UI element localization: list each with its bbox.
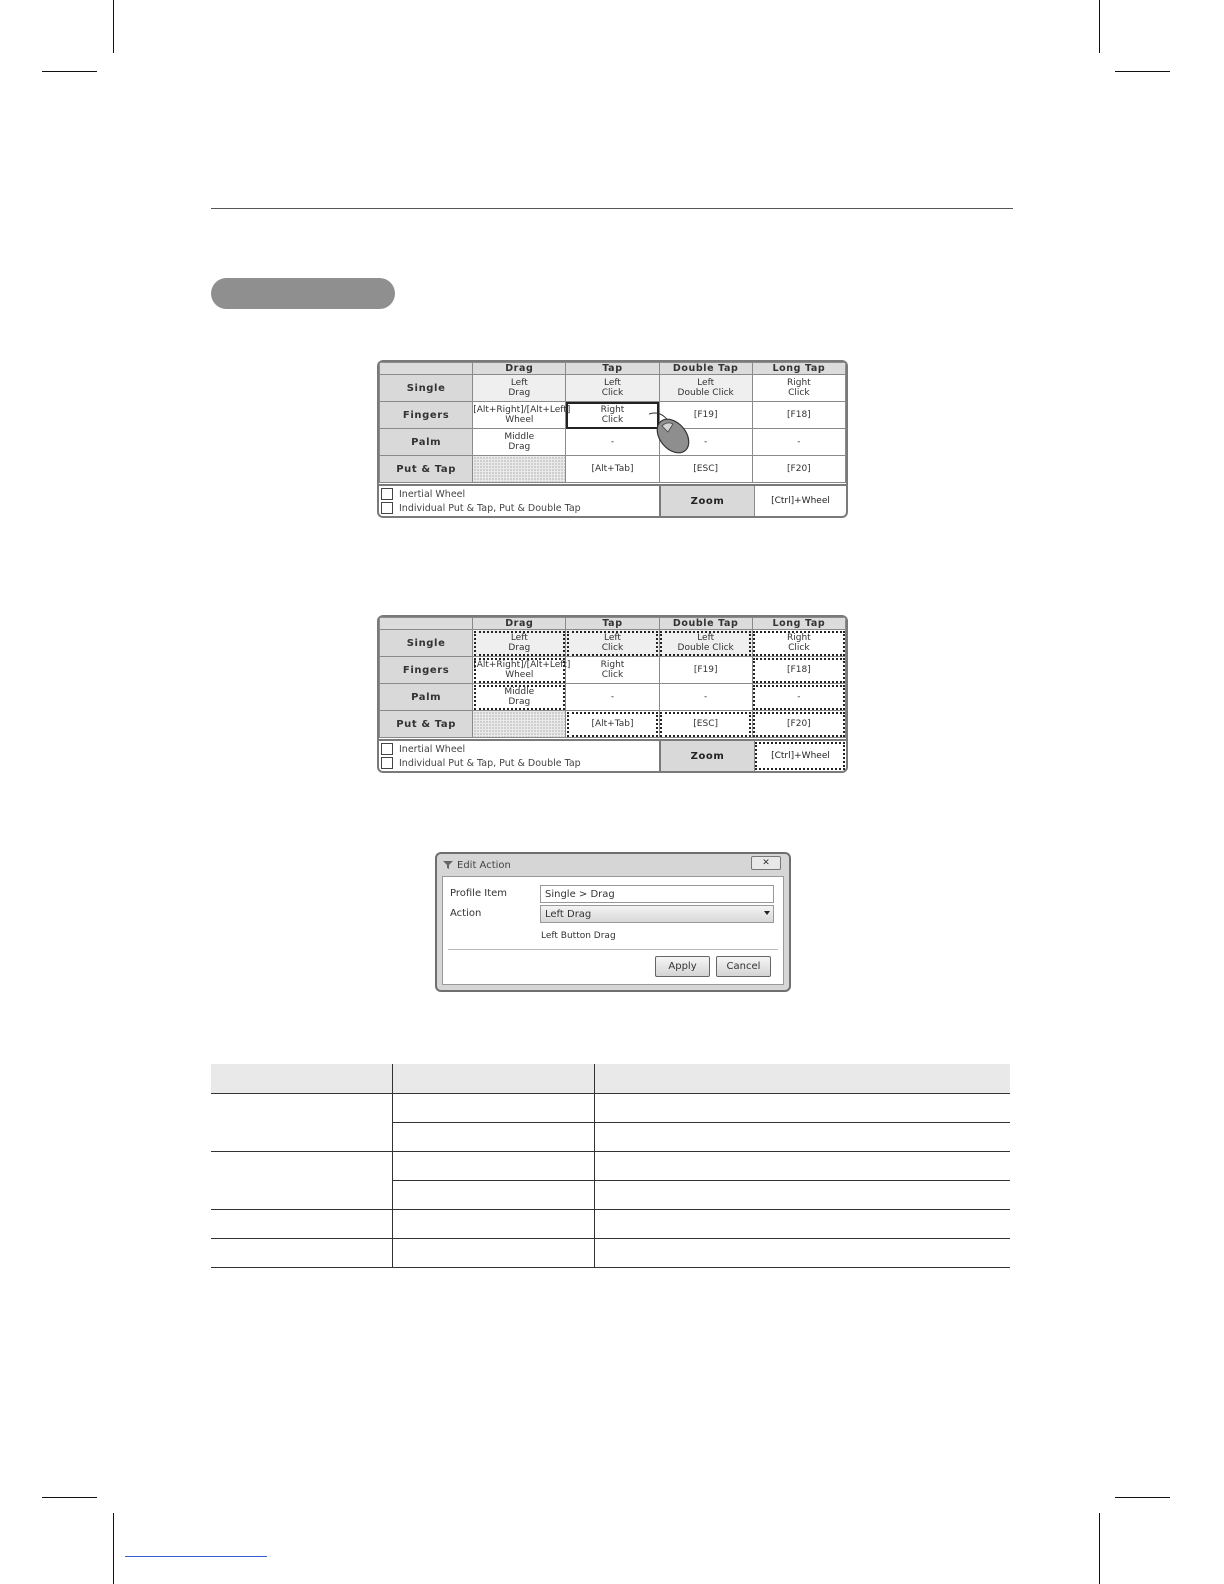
table-cell <box>393 1123 595 1152</box>
action-cell-editable[interactable]: Right Click <box>752 630 845 657</box>
crop-mark <box>1115 1497 1170 1498</box>
col-header: Drag <box>473 618 566 630</box>
table-row <box>211 1210 1010 1239</box>
col-header: Tap <box>566 363 659 375</box>
corner-cell <box>380 618 473 630</box>
inertial-wheel-option[interactable] <box>381 488 465 500</box>
disabled-cell <box>473 711 566 738</box>
action-cell[interactable]: Right Click <box>752 375 845 402</box>
action-cell[interactable]: Middle Drag <box>473 429 566 456</box>
disabled-cell <box>473 456 566 483</box>
col-header: Long Tap <box>752 618 845 630</box>
divider <box>448 949 778 950</box>
zoom-label: Zoom <box>659 486 754 516</box>
action-cell[interactable]: [ESC] <box>659 456 752 483</box>
action-cell[interactable]: - <box>566 429 659 456</box>
dialog-title: Edit Action <box>457 859 511 871</box>
col-header: Drag <box>473 363 566 375</box>
action-cell-editable[interactable]: Left Drag <box>473 630 566 657</box>
col-header: Double Tap <box>659 618 752 630</box>
table-row <box>211 1152 1010 1181</box>
individual-put-tap-option[interactable] <box>381 502 581 514</box>
action-cell[interactable]: [F19] <box>659 657 752 684</box>
corner-cell <box>380 363 473 375</box>
action-cell[interactable]: [Alt+Tab] <box>566 456 659 483</box>
mouse-icon <box>649 412 697 460</box>
table-cell <box>211 1152 393 1210</box>
table-cell <box>211 1210 393 1239</box>
col-header: Long Tap <box>752 363 845 375</box>
action-label: Action <box>450 908 482 919</box>
zoom-value[interactable]: [Ctrl]+Wheel <box>754 486 846 516</box>
row-header: Fingers <box>380 402 473 429</box>
crop-mark <box>113 1513 114 1584</box>
inertial-wheel-option[interactable] <box>381 743 465 755</box>
spec-table <box>211 1064 1010 1268</box>
option-label: Inertial Wheel <box>399 743 466 755</box>
action-cell-editable[interactable]: [Alt+Tab] <box>566 711 659 738</box>
action-cell-editable[interactable]: Middle Drag <box>473 684 566 711</box>
action-cell[interactable]: [F20] <box>752 456 845 483</box>
action-cell[interactable]: [F18] <box>752 402 845 429</box>
table-row <box>211 1239 1010 1268</box>
action-cell[interactable]: - <box>752 429 845 456</box>
action-cell-editable[interactable]: [F18] <box>752 657 845 684</box>
row-header: Single <box>380 375 473 402</box>
table-cell <box>211 1094 393 1152</box>
checkbox[interactable] <box>381 743 393 755</box>
table-cell <box>595 1094 1011 1123</box>
crop-mark <box>1099 1513 1100 1584</box>
row-header: Palm <box>380 429 473 456</box>
edit-action-dialog <box>435 852 791 992</box>
action-cell-editable[interactable]: [F20] <box>752 711 845 738</box>
cancel-button[interactable]: Cancel <box>716 956 771 977</box>
action-cell-editable[interactable]: [Alt+Right]/[Alt+Left] Wheel <box>473 657 566 684</box>
funnel-icon <box>443 860 453 870</box>
table-row <box>211 1094 1010 1123</box>
action-select[interactable] <box>540 905 774 923</box>
action-cell-editable[interactable]: [ESC] <box>659 711 752 738</box>
col-header: Double Tap <box>659 363 752 375</box>
options-bar <box>379 484 846 516</box>
action-cell[interactable]: Left Click <box>566 375 659 402</box>
crop-mark <box>1099 0 1100 53</box>
chevron-down-icon <box>764 911 770 915</box>
crop-mark <box>42 71 97 72</box>
table-cell <box>393 1239 595 1268</box>
action-cell[interactable]: Right Click <box>566 657 659 684</box>
table-cell <box>393 1152 595 1181</box>
action-description: Left Button Drag <box>541 931 616 941</box>
header-rule <box>211 208 1013 209</box>
row-header: Put & Tap <box>380 456 473 483</box>
crop-mark <box>113 0 114 53</box>
option-label: Individual Put & Tap, Put & Double Tap <box>399 502 581 514</box>
row-header: Put & Tap <box>380 711 473 738</box>
table-cell <box>595 1123 1011 1152</box>
table-header-row <box>211 1064 1010 1094</box>
profile-item-label: Profile Item <box>450 888 508 899</box>
table-cell <box>393 1210 595 1239</box>
crop-mark <box>1115 71 1170 72</box>
table-cell <box>393 1181 595 1210</box>
table-cell <box>393 1094 595 1123</box>
header-cell <box>595 1064 1011 1094</box>
gesture-panel-1 <box>377 360 848 518</box>
action-cell[interactable]: - <box>659 684 752 711</box>
individual-put-tap-option[interactable] <box>381 757 581 769</box>
table-cell <box>595 1181 1011 1210</box>
apply-button[interactable]: Apply <box>655 956 710 977</box>
table-cell <box>595 1210 1011 1239</box>
table-cell <box>595 1239 1011 1268</box>
table-cell <box>211 1239 393 1268</box>
dialog-titlebar <box>443 857 511 873</box>
checkbox[interactable] <box>381 502 393 514</box>
dialog-body <box>442 876 784 985</box>
gesture-table <box>379 617 846 738</box>
gesture-panel-2 <box>377 615 848 773</box>
zoom-value[interactable]: [Ctrl]+Wheel <box>754 741 846 771</box>
action-cell-editable[interactable]: Left Click <box>566 630 659 657</box>
checkbox[interactable] <box>381 488 393 500</box>
action-cell[interactable]: [F19] <box>659 402 752 429</box>
crop-mark <box>42 1497 97 1498</box>
action-cell[interactable]: [Alt+Right]/[Alt+Left] Wheel <box>473 402 566 429</box>
action-cell-selected[interactable]: Right Click <box>566 402 659 429</box>
table-cell <box>595 1152 1011 1181</box>
action-select-value: Left Drag <box>545 908 592 920</box>
row-header: Palm <box>380 684 473 711</box>
row-header: Single <box>380 630 473 657</box>
row-header: Fingers <box>380 657 473 684</box>
header-cell <box>211 1064 393 1094</box>
profile-item-field: Single > Drag <box>540 885 774 903</box>
option-label: Inertial Wheel <box>399 488 466 500</box>
section-heading-pill <box>211 278 395 309</box>
action-cell[interactable]: - <box>566 684 659 711</box>
action-cell[interactable]: Left Double Click <box>659 375 752 402</box>
action-cell[interactable]: - <box>659 429 752 456</box>
checkbox[interactable] <box>381 757 393 769</box>
option-label: Individual Put & Tap, Put & Double Tap <box>399 757 581 769</box>
col-header: Tap <box>566 618 659 630</box>
zoom-label: Zoom <box>659 741 754 771</box>
action-cell[interactable]: Left Drag <box>473 375 566 402</box>
action-cell-editable[interactable]: Left Double Click <box>659 630 752 657</box>
header-cell <box>393 1064 595 1094</box>
action-cell-editable[interactable]: - <box>752 684 845 711</box>
footer-link-underline <box>125 1556 267 1557</box>
options-bar <box>379 739 846 771</box>
close-button[interactable]: ✕ <box>751 856 781 870</box>
gesture-table <box>379 362 846 483</box>
